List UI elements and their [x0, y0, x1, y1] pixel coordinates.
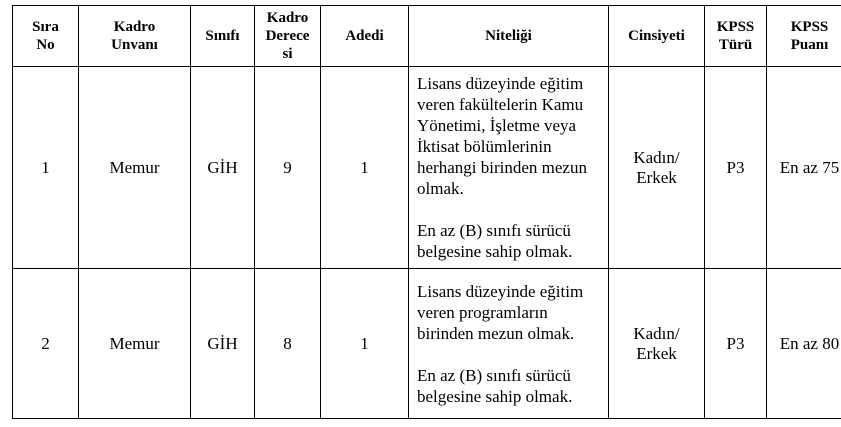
qualification-education: Lisans düzeyinde eğitim veren fakültelerin Kamu Yönetimi, İşletme veya İktisat bölümlerinin herhangi birinden mezun olmak. — [417, 74, 587, 198]
staff-position-table — [12, 5, 841, 419]
header-adedi: Adedi — [321, 6, 409, 67]
row-no: 2 — [13, 269, 79, 419]
row-title: Memur — [79, 269, 191, 419]
row-count: 1 — [321, 269, 409, 419]
row-class: GİH — [191, 67, 255, 269]
row-count: 1 — [321, 67, 409, 269]
row-gender: Kadın/ Erkek — [609, 67, 705, 269]
row-no: 1 — [13, 67, 79, 269]
row-class: GİH — [191, 269, 255, 419]
row-kpss-type: P3 — [705, 269, 767, 419]
header-sinifi: Sınıfı — [191, 6, 255, 67]
header-row — [13, 6, 841, 67]
row-gender: Kadın/ Erkek — [609, 269, 705, 419]
row-grade: 9 — [255, 67, 321, 269]
row-qualification — [409, 269, 609, 419]
qualification-license: En az (B) sınıfı sürücü belgesine sahip olmak. — [417, 221, 573, 261]
table-row — [13, 67, 841, 269]
row-kpss-score: En az 75 — [767, 67, 841, 269]
header-cinsiyeti: Cinsiyeti — [609, 6, 705, 67]
row-title: Memur — [79, 67, 191, 269]
qualification-education: Lisans düzeyinde eğitim veren programların birinden mezun olmak. — [417, 281, 584, 343]
row-kpss-score: En az 80 — [767, 269, 841, 419]
row-kpss-type: P3 — [705, 67, 767, 269]
row-grade: 8 — [255, 269, 321, 419]
header-sira-no: Sıra No — [13, 6, 79, 67]
header-kadro-derecesi: Kadro Derece si — [255, 6, 321, 67]
row-qualification — [409, 67, 609, 269]
header-niteligi: Niteliği — [409, 6, 609, 67]
header-kadro-unvani: Kadro Unvanı — [79, 6, 191, 67]
header-kpss-puani: KPSS Puanı — [767, 6, 841, 67]
qualification-license: En az (B) sınıfı sürücü belgesine sahip olmak. — [417, 365, 573, 406]
header-kpss-turu: KPSS Türü — [705, 6, 767, 67]
table-row — [13, 269, 841, 419]
